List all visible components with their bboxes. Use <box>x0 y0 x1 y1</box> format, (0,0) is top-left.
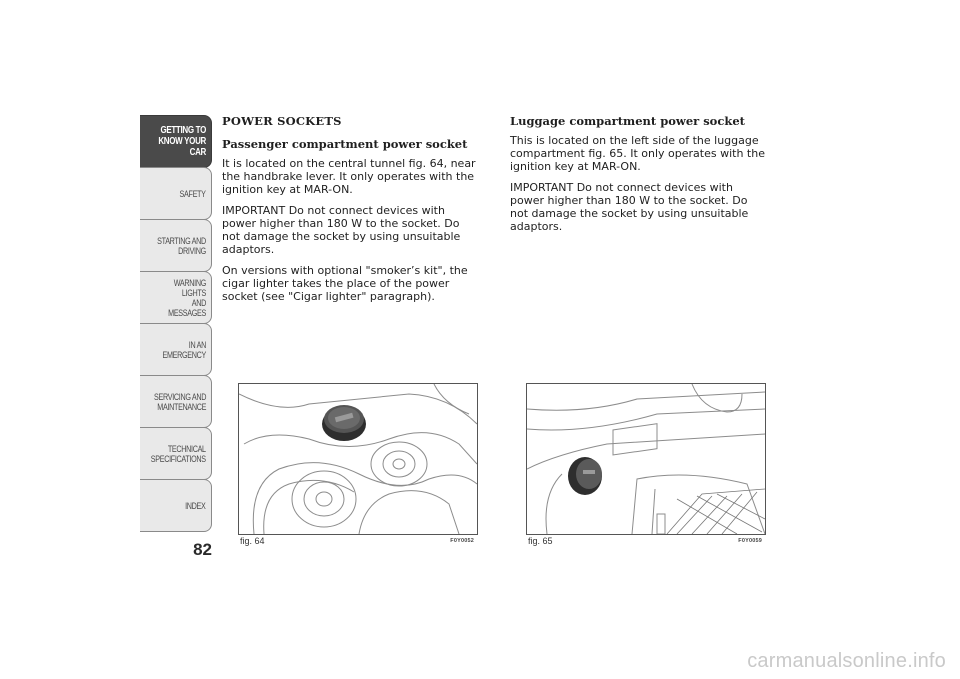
figure-code: F0Y0059 <box>738 538 762 544</box>
paragraph: IMPORTANT Do not connect devices with power higher than 180 W to the socket. Do not damage the socket by using unsuitable adaptors. <box>222 204 461 256</box>
tab-safety[interactable] <box>140 167 212 220</box>
socket-cap-icon <box>322 405 366 441</box>
right-column <box>510 115 768 241</box>
tab-warning-lights[interactable] <box>140 271 212 324</box>
cargo-net <box>667 489 765 534</box>
chapter-tabs <box>140 115 212 532</box>
tab-index[interactable] <box>140 479 212 532</box>
tab-getting-to-know-your-car[interactable] <box>140 115 212 168</box>
figure-caption: fig. 64 <box>240 536 265 546</box>
tab-label: WARNING LIGHTS AND MESSAGES <box>168 277 206 318</box>
tab-label: SAFETY <box>179 188 206 199</box>
tab-servicing-and-maintenance[interactable] <box>140 375 212 428</box>
tab-label: IN AN EMERGENCY <box>162 339 206 360</box>
paragraph: This is located on the left side of the luggage compartment fig. 65. It only operates with the ignition key at MAR-ON. <box>510 134 765 173</box>
figure-64 <box>238 383 478 546</box>
paragraph: On versions with optional "smoker’s kit", the cigar lighter takes the place of the power socket (see "Cigar lighter" paragraph). <box>222 264 468 303</box>
subsection-heading: Luggage compartment power socket <box>510 114 745 128</box>
central-tunnel-socket-drawing <box>239 384 477 534</box>
section-heading: POWER SOCKETS <box>222 114 342 128</box>
tab-label: TECHNICAL SPECIFICATIONS <box>151 443 206 464</box>
luggage-compartment-socket-drawing <box>527 384 765 534</box>
tab-technical-specifications[interactable] <box>140 427 212 480</box>
figure-65 <box>526 383 766 546</box>
watermark: carmanualsonline.info <box>747 650 946 672</box>
tab-label: GETTING TO KNOW YOUR CAR <box>158 125 206 158</box>
figure-caption: fig. 65 <box>528 536 553 546</box>
subsection-heading: Passenger compartment power socket <box>222 137 468 151</box>
tab-in-an-emergency[interactable] <box>140 323 212 376</box>
paragraph: IMPORTANT Do not connect devices with power higher than 180 W to the socket. Do not damage the socket by using unsuitable adaptors. <box>510 181 749 233</box>
tab-label: SERVICING AND MAINTENANCE <box>153 391 206 412</box>
figure-illustration-luggage-compartment <box>526 383 766 535</box>
socket-cap-icon <box>568 457 602 495</box>
left-column <box>222 115 480 311</box>
figure-illustration-central-tunnel <box>238 383 478 535</box>
tab-label: STARTING AND DRIVING <box>157 235 206 256</box>
paragraph: It is located on the central tunnel fig. 64, near the handbrake lever. It only operates with the ignition key at MAR-ON. <box>222 157 476 196</box>
page-number: 82 <box>193 540 212 559</box>
tab-label: INDEX <box>185 500 206 511</box>
tab-starting-and-driving[interactable] <box>140 219 212 272</box>
figure-code: F0Y0052 <box>450 538 474 544</box>
